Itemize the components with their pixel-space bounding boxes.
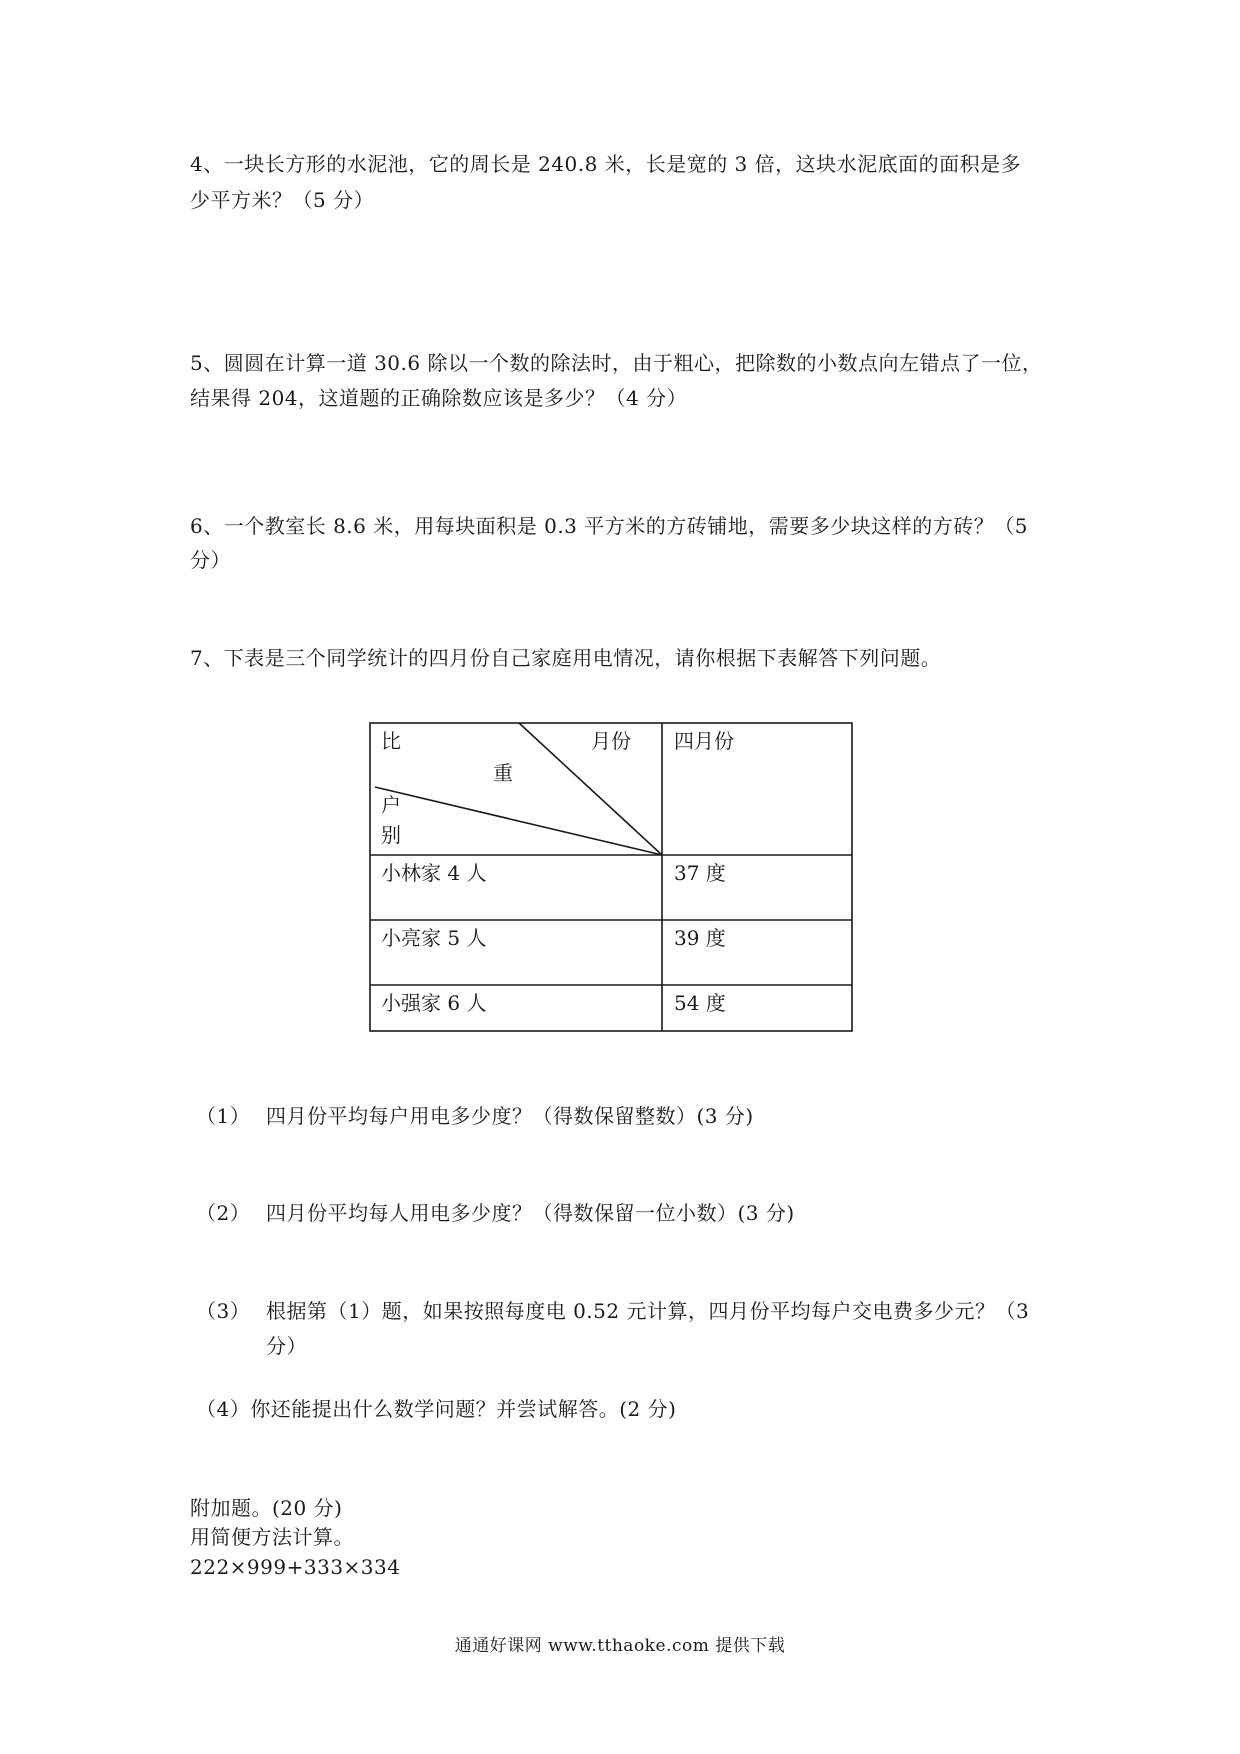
q6-line-1: 6、一个教室长 8.6 米，用每块面积是 0.3 平方米的方砖铺地，需要多少块这样的方砖？（5 [190,514,1028,538]
sub-1-text: 四月份平均每户用电多少度？（得数保留整数）(3 分) [266,1104,754,1128]
header-diag-middle: 重 [493,761,513,785]
q4-line-1: 4、一块长方形的水泥池，它的周长是 240.8 米，长是宽的 3 倍，这块水泥底面的面积是多 [190,152,1022,176]
bonus-instruction: 用简便方法计算。 [190,1525,354,1549]
row-2-usage: 39 度 [674,926,726,950]
row-3-household: 小强家 6 人 [381,991,487,1015]
row-2-household: 小亮家 5 人 [381,926,487,950]
q5-line-2: 结果得 204，这道题的正确除数应该是多少？（4 分） [190,386,688,410]
q4-line-2: 少平方米？（5 分） [190,188,375,212]
sub-3-number: （3） [196,1299,251,1323]
q6-line-2: 分） [190,548,231,572]
header-diag-top-right: 月份 [591,729,631,753]
q7-intro: 7、下表是三个同学统计的四月份自己家庭用电情况，请你根据下表解答下列问题。 [190,646,942,670]
sub-3-continuation: 分） [266,1334,307,1358]
sub-2-text: 四月份平均每人用电多少度？（得数保留一位小数）(3 分) [266,1201,795,1225]
bonus-expression: 222×999+333×334 [190,1555,401,1579]
sub-1-number: （1） [196,1104,251,1128]
row-1-household: 小林家 4 人 [381,861,487,885]
sub-3-text: 根据第（1）题，如果按照每度电 0.52 元计算，四月份平均每户交电费多少元？（3 [266,1299,1030,1323]
row-3-usage: 54 度 [674,991,726,1015]
bonus-title: 附加题。(20 分) [190,1496,343,1520]
row-1-usage: 37 度 [674,861,726,885]
page-footer: 通通好课网 www.tthaoke.com 提供下载 [454,1636,786,1656]
header-diag-top-left: 比 [381,729,401,753]
header-column-month: 四月份 [674,729,734,753]
q5-line-1: 5、圆圆在计算一道 30.6 除以一个数的除法时，由于粗心，把除数的小数点向左错点了一位， [190,351,1043,375]
electricity-table [369,722,853,1032]
sub-2-number: （2） [196,1201,251,1225]
header-diag-bottom-2: 别 [381,823,401,847]
header-diag-bottom-1: 户 [381,793,401,817]
diagonal-line-2 [375,787,662,855]
sub-4-text: （4）你还能提出什么数学问题？并尝试解答。(2 分) [196,1397,677,1421]
